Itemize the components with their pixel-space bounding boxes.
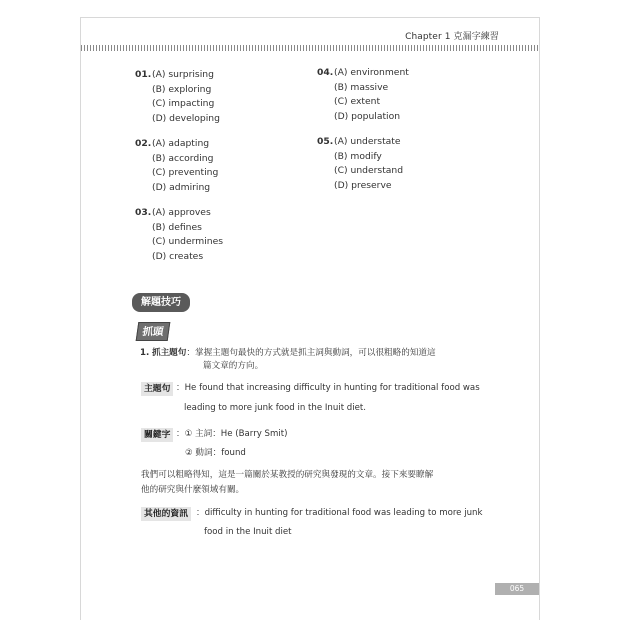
question-01 [135,68,220,127]
point-number: 1. [140,348,150,358]
other-info-label: 其他的資訊 [141,507,191,521]
option-b: (B) according [152,152,214,164]
option-d: (D) admiring [152,182,211,194]
summary-line2: 他的研究與什麼領域有關。 [141,485,245,495]
point-text-line2: 篇文章的方向。 [203,361,264,371]
topic-label: 主題句 [141,382,173,396]
option-d: (D) population [334,111,401,123]
question-number: 05. [317,136,334,147]
option-a: (A) surprising [152,69,214,80]
keywords-label: 關鍵字 [141,428,173,442]
option-d: (D) preserve [334,180,392,192]
question-number: 04. [317,67,334,78]
option-b: (B) exploring [152,83,212,95]
header-divider [81,45,539,51]
option-b: (B) modify [334,150,382,162]
other-info-line2: food in the Inuit diet [204,527,292,537]
option-a: (A) understate [334,136,401,147]
question-number: 03. [135,207,152,218]
page-number: 065 [495,583,539,595]
subtitle-badge: 抓頭 [136,322,171,341]
option-b: (B) massive [334,81,389,93]
question-02 [135,137,218,196]
option-d: (D) creates [152,251,204,263]
option-a: (A) environment [334,67,409,78]
option-a: (A) approves [152,207,211,218]
option-c: (C) extent [334,96,381,108]
keywords-line1: ：① 主詞：He (Barry Smit) [176,429,288,439]
option-c: (C) undermines [152,236,224,248]
question-number: 02. [135,138,152,149]
question-05 [317,135,403,194]
topic-line2: leading to more junk food in the Inuit diet. [184,403,367,413]
question-04 [317,66,409,125]
section-title-badge: 解題技巧 [132,293,190,312]
point-label: 抓主題句 [151,348,187,358]
option-c: (C) understand [334,165,404,177]
book-page [80,17,540,620]
other-info-line1: ：difficulty in hunting for traditional food was leading to more junk [196,508,483,518]
option-a: (A) adapting [152,138,210,149]
point-text-line1: ：掌握主題句最快的方式就是抓主詞與動詞，可以很粗略的知道這 [186,348,436,358]
option-c: (C) impacting [152,98,215,110]
question-number: 01. [135,69,152,80]
option-b: (B) defines [152,221,202,233]
point-1 [140,347,436,360]
summary-line1: 我們可以粗略得知，這是一篇關於某教授的研究與發現的文章。接下來要瞭解 [141,470,434,480]
option-d: (D) developing [152,113,220,125]
question-03 [135,206,223,265]
chapter-header: Chapter 1 克漏字練習 [405,32,499,42]
keywords-line2: ② 動詞：found [185,448,246,458]
topic-line1: ：He found that increasing difficulty in hunting for traditional food was [176,383,480,393]
option-c: (C) preventing [152,167,219,179]
